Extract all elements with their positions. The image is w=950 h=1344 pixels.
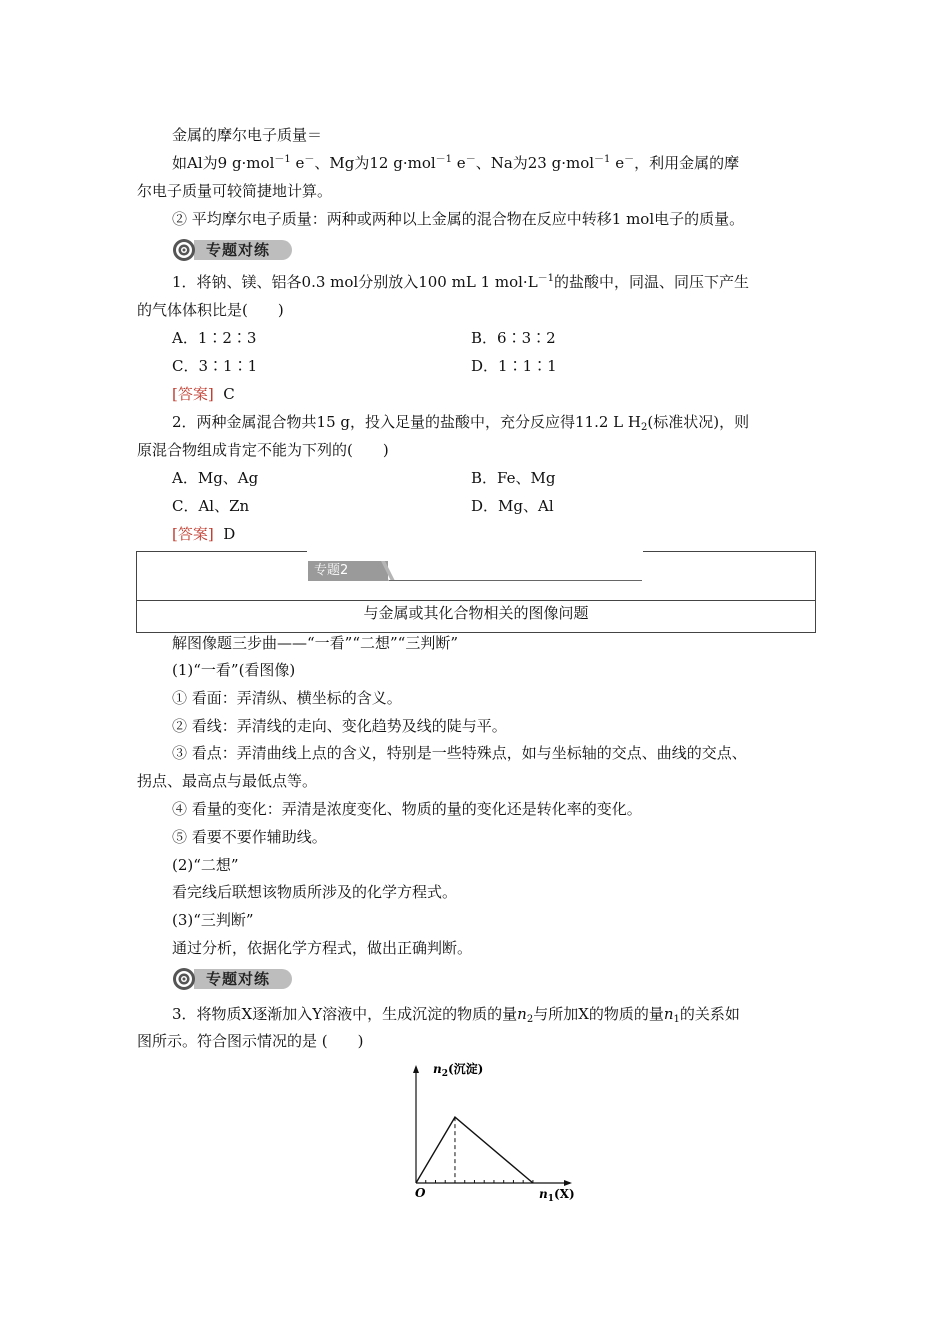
step-1-item-2: ② 看线：弄清线的走向、变化趋势及线的陡与平。: [172, 717, 507, 735]
badge-label: 专题对练: [206, 241, 271, 259]
step-2-text: 看完线后联想该物质所涉及的化学方程式。: [172, 883, 458, 901]
y-axis-label: $n_2$(沉淀): [433, 1062, 484, 1079]
q1-option-c: C．3∶1∶1: [172, 357, 258, 375]
answer-tag: [答案]: [172, 525, 214, 543]
topic-2-divider: [137, 600, 815, 601]
step-1-item-4: ④ 看量的变化：弄清是浓度变化、物质的量的变化还是转化率的变化。: [172, 800, 642, 818]
origin-label: O: [415, 1186, 426, 1200]
topic-practice-badge: [172, 967, 292, 991]
q3-line-1: 3．将物质X逐渐加入Y溶液中，生成沉淀的物质的量$n_2$与所加X的物质的量$n_1$的关系如: [172, 1005, 740, 1025]
x-axis-label: $n_1(X)$: [539, 1187, 575, 1204]
q2-option-d: D．Mg、Al: [471, 497, 554, 515]
step-3-title: (3)“三判断”: [172, 911, 254, 929]
q2-option-b: B．Fe、Mg: [471, 469, 556, 487]
q1-option-b: B．6∶3∶2: [471, 329, 556, 347]
q1-answer: [答案] C: [172, 385, 235, 403]
step-1-item-5: ⑤ 看要不要作辅助线。: [172, 828, 327, 846]
intro-line-4: ② 平均摩尔电子质量：两种或两种以上金属的混合物在反应中转移1 mol电子的质量。: [172, 210, 745, 228]
answer-tag: [答案]: [172, 385, 214, 403]
target-icon: [172, 238, 198, 262]
q2-option-c: C．Al、Zn: [172, 497, 250, 515]
step-1-item-3-cont: 拐点、最高点与最低点等。: [137, 772, 318, 790]
step-2-title: (2)“二想”: [172, 856, 239, 874]
steps-heading: 解图像题三步曲——“一看”“二想”“三判断”: [172, 634, 459, 652]
q3-line-2: 图所示。符合图示情况的是 ( ): [137, 1032, 364, 1050]
q2-line-1: 2．两种金属混合物共15 g，投入足量的盐酸中，充分反应得11.2 L $H_2$(标准状况)，则: [172, 413, 750, 433]
target-icon: [172, 967, 198, 991]
tab-underline: [389, 580, 642, 581]
q2-answer: [答案] D: [172, 525, 236, 543]
intro-line-1: 金属的摩尔电子质量＝: [172, 126, 323, 144]
badge-label: 专题对练: [206, 970, 271, 988]
topic-2-title: 与金属或其化合物相关的图像问题: [363, 604, 589, 622]
precipitate-line: [416, 1117, 533, 1183]
step-3-text: 通过分析，依据化学方程式，做出正确判断。: [172, 939, 473, 957]
q2-line-2: 原混合物组成肯定不能为下列的( ): [137, 441, 389, 459]
precipitate-graph: [400, 1055, 590, 1210]
q1-line-1: 1．将钠、镁、铝各0.3 mol分别放入100 mL 1 $mol\cdot L^{-1}$的盐酸中，同温、同压下产生: [172, 273, 750, 291]
intro-line-2: 如Al为9 g·mol$^{-1}$ e－、Mg为12 g·mol$^{-1}$ e－、Na为23 g·mol$^{-1}$ e－，利用金属的摩: [172, 154, 740, 172]
q1-option-a: A．1∶2∶3: [172, 329, 257, 347]
q1-line-2: 的气体体积比是( ): [137, 301, 284, 319]
step-1-item-3: ③ 看点：弄清曲线上点的含义，特别是一些特殊点，如与坐标轴的交点、曲线的交点、: [172, 744, 747, 762]
topic-2-box: [136, 551, 816, 633]
topic-2-tab-label: 专题2: [314, 563, 349, 578]
step-1-title: (1)“一看”(看图像): [172, 661, 296, 679]
step-1-item-1: ① 看面：弄清纵、横坐标的含义。: [172, 689, 402, 707]
topic-practice-badge: [172, 238, 292, 262]
y-axis-arrow: [413, 1065, 419, 1073]
box-gap: [307, 551, 643, 554]
intro-line-3: 尔电子质量可较简捷地计算。: [137, 182, 333, 200]
q1-option-d: D．1∶1∶1: [471, 357, 557, 375]
x-axis-arrow: [564, 1180, 572, 1186]
tab-stripes: [369, 561, 399, 581]
q2-option-a: A．Mg、Ag: [172, 469, 259, 487]
